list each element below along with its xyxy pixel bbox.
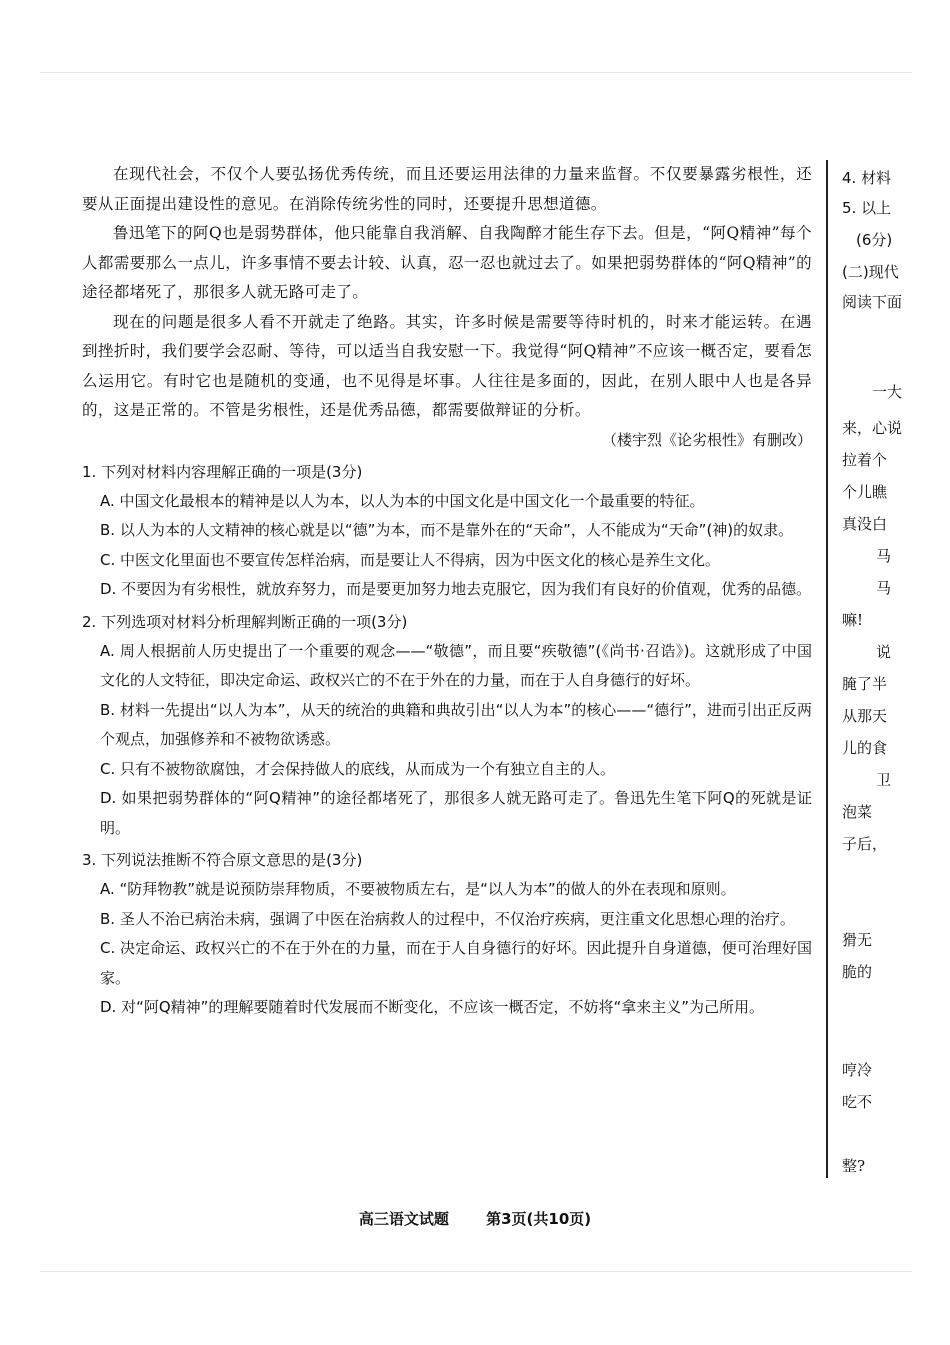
- passage-paragraph-3: 现在的问题是很多人看不开就走了绝路。其实，许多时候是需要等待时机的，时来才能运转。在遇到挫折时，我们要学会忍耐、等待，可以适当自我安慰一下。我觉得“阿Q精神”不应该一概否定，要看怎么运用它。有时它也是随机的变通，也不见得是坏事。人往往是多面的，因此，在别人眼中人也是各异的，这是正常的。不管是劣根性，还是优秀品德，都需要做辩证的分析。: [82, 312, 812, 419]
- right-text-fragment: 说: [876, 643, 892, 661]
- exam-title: 高三语文试题: [358, 1210, 449, 1228]
- right-column-fragment: [842, 160, 912, 1190]
- right-text-fragment: (二)现代: [842, 263, 899, 281]
- right-text-fragment: 一大: [872, 383, 903, 401]
- right-text-fragment: 马: [876, 579, 892, 597]
- page-footer: [0, 1208, 950, 1229]
- right-text-fragment: 猾无: [842, 931, 873, 949]
- right-text-fragment: 儿的食: [842, 739, 888, 757]
- right-text-fragment: 阅读下面: [842, 293, 903, 311]
- right-text-fragment: 马: [876, 547, 892, 565]
- right-text-fragment: 卫: [876, 771, 892, 789]
- passage-paragraph-1: 在现代社会，不仅个人要弘扬优秀传统，而且还要运用法律的力量来监督。不仅要暴露劣根性，还要从正面提出建设性的意见。在消除传统劣性的同时，还要提升思想道德。: [82, 165, 812, 213]
- reading-passage: [82, 160, 812, 455]
- column-divider: [826, 160, 828, 1178]
- right-text-fragment: 整?: [842, 1157, 866, 1175]
- right-text-fragment: 腌了半: [842, 675, 888, 693]
- question-2: [82, 607, 812, 844]
- option-c: C. 决定命运、政权兴亡的不在于外在的力量，而在于人自身德行的好坏。因此提升自身道德，便可治理好国家。: [100, 939, 812, 987]
- right-text-fragment: 脆的: [842, 963, 873, 981]
- question-stem: 3. 下列说法推断不符合原文意思的是(3分): [82, 851, 363, 869]
- passage-paragraph-2: 鲁迅笔下的阿Q也是弱势群体，他只能靠自我消解、自我陶醉才能生存下去。但是，“阿Q精神”每个人都需要那么一点儿，许多事情不要去计较、认真，忍一忍也就过去了。如果把弱势群体的“阿Q精神”的途径都堵死了，那很多人就无路可走了。: [82, 224, 812, 301]
- right-text-fragment: 来，心说: [842, 419, 903, 437]
- right-text-fragment: 从那天: [842, 707, 888, 725]
- page-number: 第3页(共10页): [486, 1210, 592, 1228]
- right-text-fragment: 哼冷: [842, 1061, 873, 1079]
- right-text-fragment: 嘛!: [842, 611, 864, 629]
- option-a: A. “防拜物教”就是说预防崇拜物质，不要被物质左右，是“以人为本”的做人的外在表现和原则。: [100, 880, 736, 898]
- option-c: C. 只有不被物欲腐蚀，才会保持做人的底线，从而成为一个有独立自主的人。: [100, 759, 616, 778]
- right-text-fragment: (6分): [856, 231, 893, 249]
- option-d: D. 不要因为有劣根性，就放弃努力，而是要更加努力地去克服它，因为我们有良好的价值观，优秀的品德。: [100, 580, 812, 598]
- option-b: B. 圣人不治已病治未病，强调了中医在治病救人的过程中，不仅治疗疾病，更注重文化思想心理的治疗。: [100, 909, 795, 928]
- option-c: C. 中医文化里面也不要宣传怎样治病，而是要让人不得病，因为中医文化的核心是养生文化。: [100, 550, 721, 569]
- option-d: D. 如果把弱势群体的“阿Q精神”的途径都堵死了，那很多人就无路可走了。鲁迅先生笔下阿Q的死就是证明。: [100, 789, 812, 837]
- main-column: [82, 160, 812, 1023]
- question-3: [82, 845, 812, 1023]
- right-text-fragment: 泡菜: [842, 803, 873, 821]
- right-text-fragment: 5. 以上: [842, 199, 892, 217]
- right-text-fragment: 吃不: [842, 1093, 873, 1111]
- question-stem: 1. 下列对材料内容理解正确的一项是(3分): [82, 462, 363, 481]
- question-1: [82, 457, 812, 605]
- option-b: B. 材料一先提出“以人为本”，从天的统治的典籍和典故引出“以人为本”的核心——“德行”，进而引出正反两个观点，加强修养和不被物欲诱惑。: [100, 700, 812, 748]
- option-b: B. 以人为本的人文精神的核心就是以“德”为本，而不是靠外在的“天命”，人不能成为“天命”(神)的奴隶。: [100, 521, 794, 539]
- option-a: A. 中国文化最根本的精神是以人为本，以人为本的中国文化是中国文化一个最重要的特征。: [100, 491, 705, 510]
- right-text-fragment: 拉着个: [842, 451, 888, 469]
- option-a: A. 周人根据前人历史提出了一个重要的观念——“敬德”，而且要“疾敬德”(《尚书·召诰》)。这就形成了中国文化的人文特征，即决定命运、政权兴亡的不在于外在的力量，而在于人自身德行的好坏。: [100, 641, 812, 689]
- right-text-fragment: 个儿瞧: [842, 483, 888, 501]
- right-text-fragment: 真没白: [842, 515, 888, 533]
- option-d: D. 对“阿Q精神”的理解要随着时代发展而不断变化，不应该一概否定，不妨将“拿来主义”为己所用。: [100, 998, 764, 1016]
- question-stem: 2. 下列选项对材料分析理解判断正确的一项(3分): [82, 612, 408, 631]
- right-text-fragment: 子后，: [842, 835, 888, 853]
- passage-source: （楼宇烈《论劣根性》有删改）: [601, 430, 812, 449]
- right-text-fragment: 4. 材料: [842, 169, 892, 187]
